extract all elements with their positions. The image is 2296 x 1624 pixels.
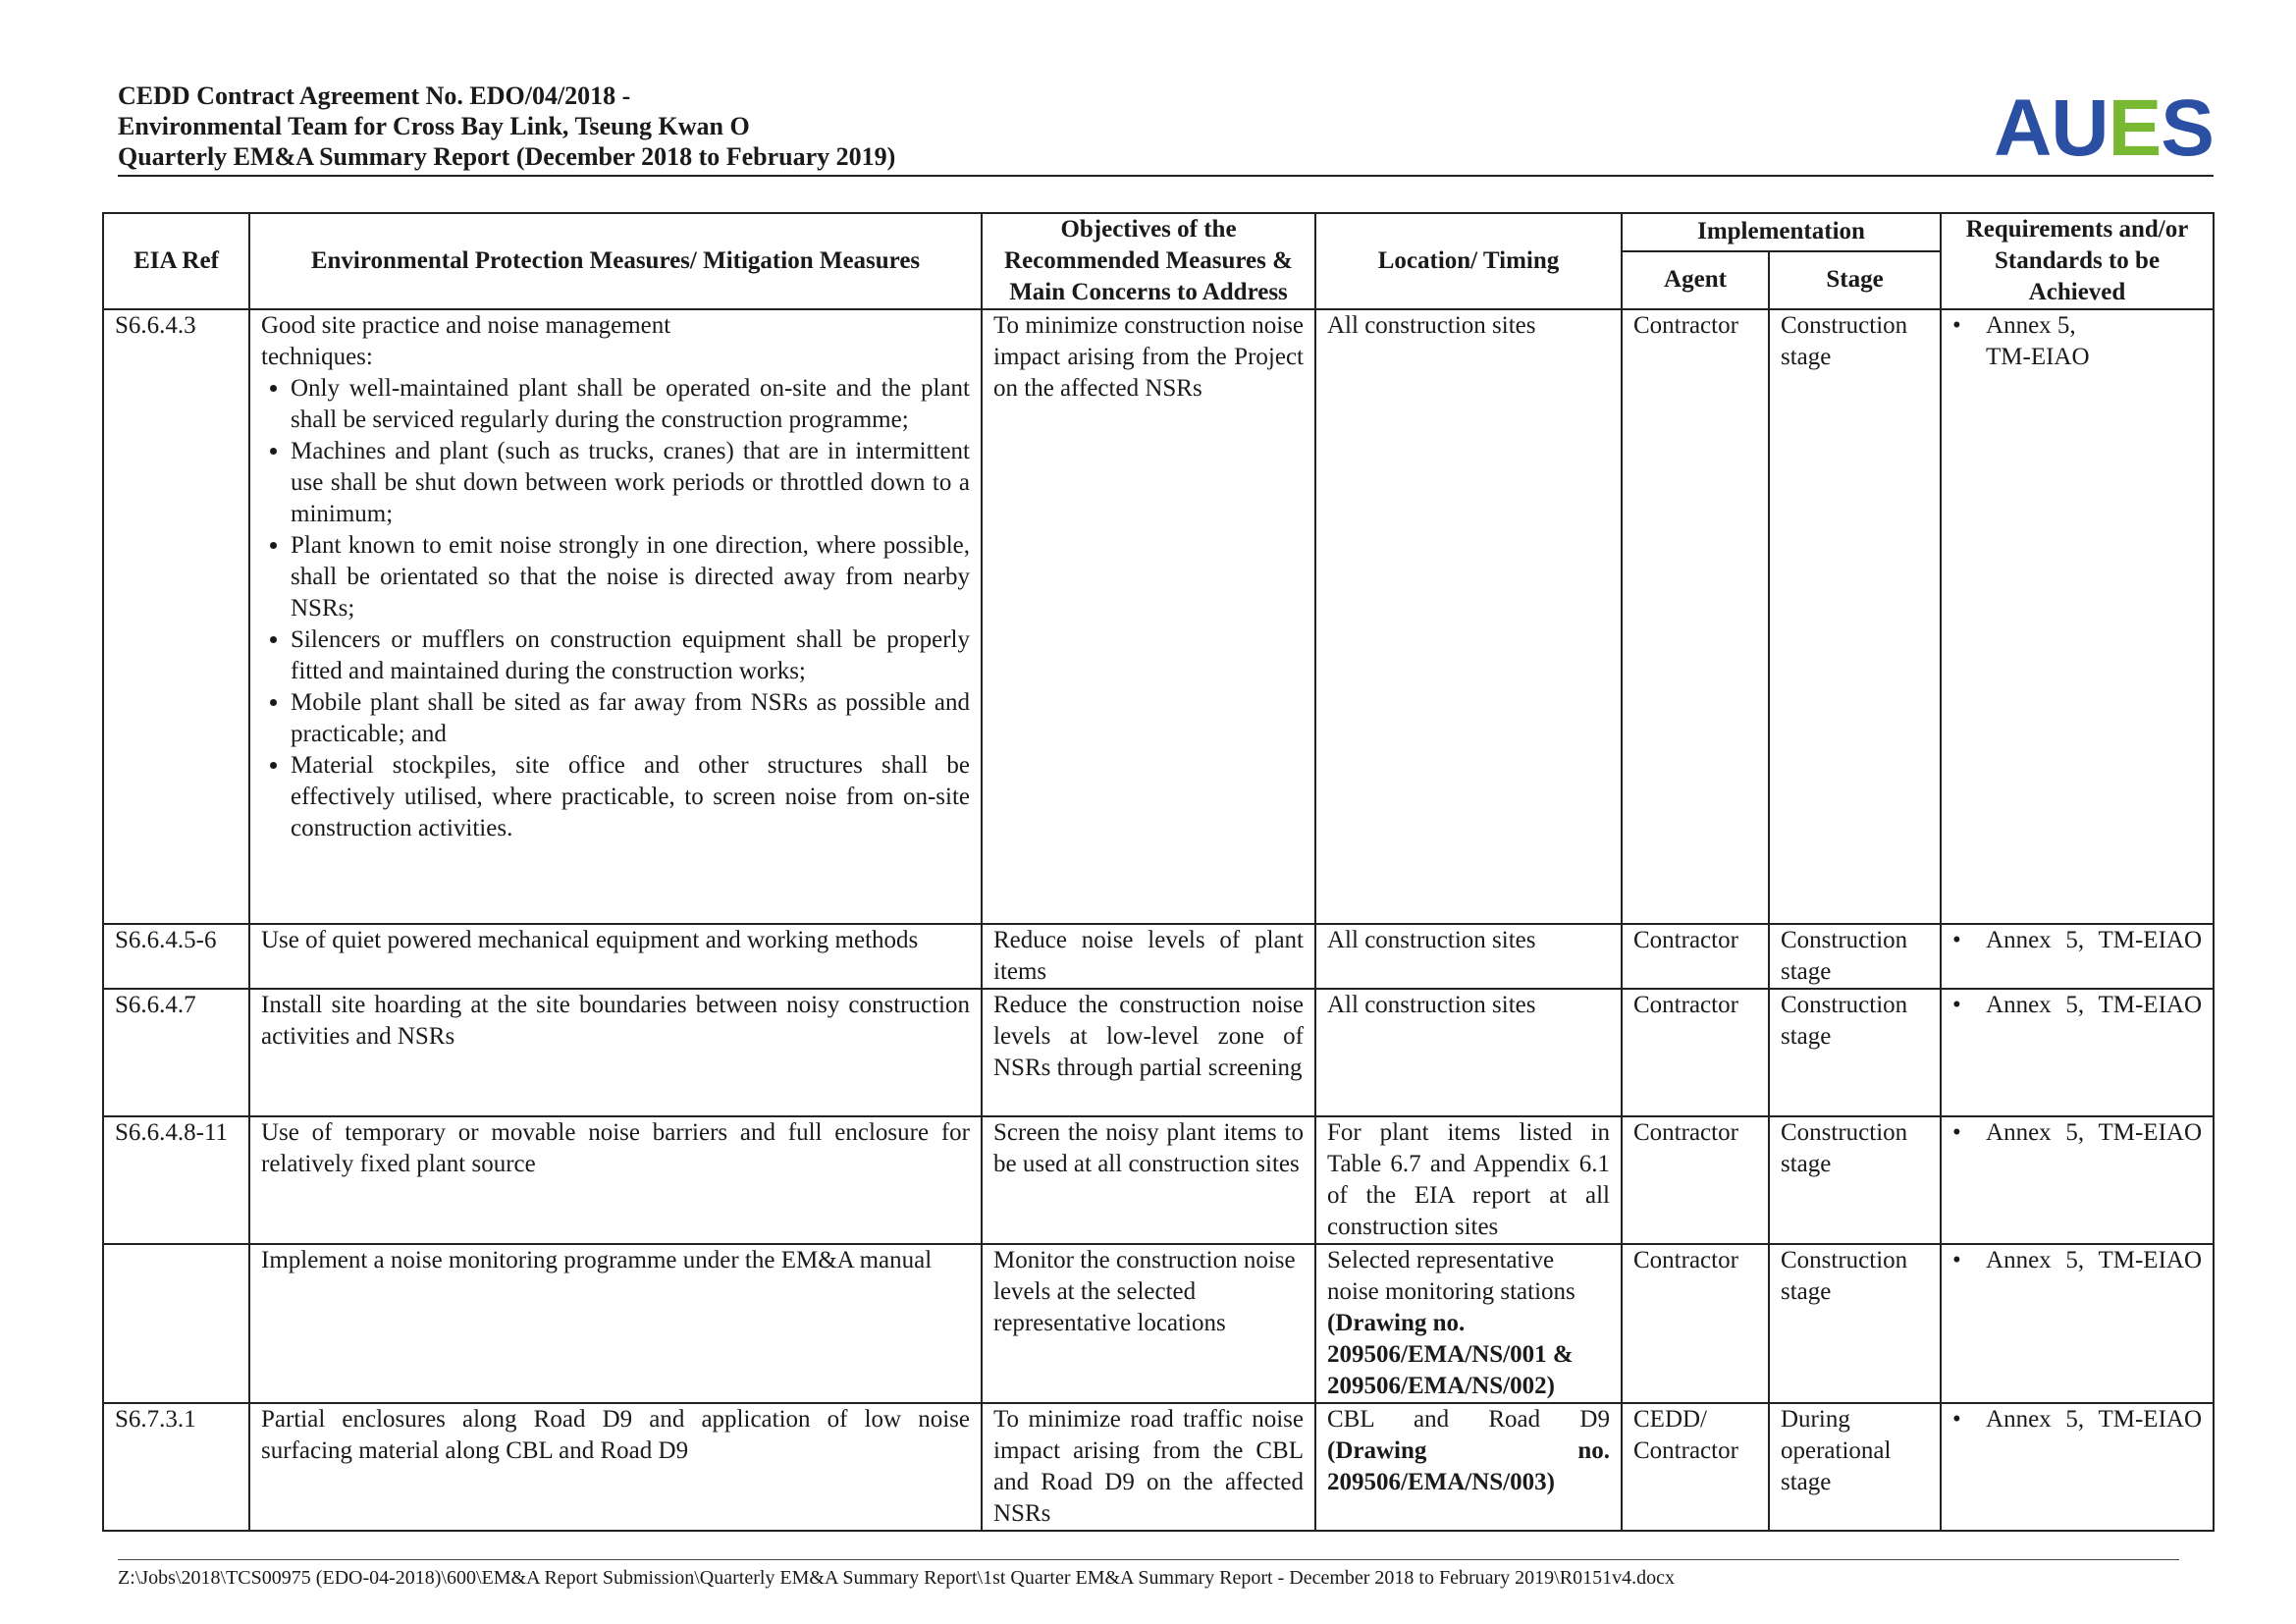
header-stage: Stage [1769,251,1941,309]
cell-requirement [1941,1116,2214,1244]
cell-stage: During operational stage [1769,1403,1941,1531]
cell-agent: Contractor [1622,309,1769,924]
cell-requirement [1941,1244,2214,1403]
cell-objective: Reduce the construction noise levels at low-level zone of NSRs through partial screening [982,989,1315,1116]
cell-location [1315,1403,1622,1531]
location-text: CBL and Road D9 [1327,1406,1610,1433]
cell-agent: Contractor [1622,924,1769,989]
cell-location: For plant items listed in Table 6.7 and Appendix 6.1 of the EIA report at all construction sites [1315,1116,1622,1244]
list-item: • Only well-maintained plant shall be operated on-site and the plant shall be serviced regularly during the construction programme; [291,373,970,436]
drawing-reference: (Drawing no. 209506/EMA/NS/001 & 209506/EMA/NS/002) [1327,1310,1574,1399]
table-row [103,1244,2214,1403]
requirement-text: Annex 5, TM-EIAO [1986,312,2090,370]
header-line-team: Environmental Team for Cross Bay Link, Tseung Kwan O [118,112,750,140]
measure-intro: Good site practice and noise management techniques: [261,312,671,370]
header-line-report: Quarterly EM&A Summary Report (December 2018 to February 2019) [118,142,896,171]
header-implementation: Implementation [1622,213,1941,251]
cell-location: All construction sites [1315,989,1622,1116]
bullet-icon: • [1952,927,1961,953]
cell-stage: Construction stage [1769,309,1941,924]
header-eia-ref: EIA Ref [103,213,249,309]
cell-stage: Construction stage [1769,924,1941,989]
bullet-icon: • [1952,1406,1961,1433]
cell-measure [249,309,982,924]
table-row [103,309,2214,924]
list-item: • Material stockpiles, site office and other structures shall be effectively utilised, where practicable, to screen noise from on-site construction activities. [291,750,970,844]
cell-eia-ref: S6.6.4.7 [103,989,249,1116]
cell-objective: To minimize construction noise impact arising from the Project on the affected NSRs [982,309,1315,924]
header-agent: Agent [1622,251,1769,309]
bullet-icon: • [1952,1119,1961,1146]
cell-agent: Contractor [1622,1244,1769,1403]
cell-location: All construction sites [1315,924,1622,989]
cell-eia-ref: S6.7.3.1 [103,1403,249,1531]
cell-requirement [1941,989,2214,1116]
cell-agent: CEDD/ Contractor [1622,1403,1769,1531]
bullet-icon: • [1952,312,1961,339]
cell-measure: Use of quiet powered mechanical equipment and working methods [249,924,982,989]
bullet-icon: • [1952,992,1961,1018]
cell-measure: Implement a noise monitoring programme under the EM&A manual [249,1244,982,1403]
requirement-text: Annex 5, TM-EIAO [1986,992,2203,1018]
cell-objective: To minimize road traffic noise impact arising from the CBL and Road D9 on the affected NSRs [982,1403,1315,1531]
footer-rule [118,1559,2179,1560]
bullet-icon: • [1952,1247,1961,1273]
table-row [103,1116,2214,1244]
cell-eia-ref: S6.6.4.5-6 [103,924,249,989]
cell-objective: Screen the noisy plant items to be used at all construction sites [982,1116,1315,1244]
cell-requirement [1941,1403,2214,1531]
requirement-text: Annex 5, TM-EIAO [1986,1119,2203,1146]
cell-location [1315,1244,1622,1403]
cell-requirement [1941,309,2214,924]
cell-measure: Partial enclosures along Road D9 and application of low noise surfacing material along CBL and Road D9 [249,1403,982,1531]
logo-part-e: E [2108,83,2162,173]
list-item: • Plant known to emit noise strongly in one direction, where possible, shall be orientated so that the noise is directed away from nearby NSRs; [291,530,970,624]
cell-agent: Contractor [1622,989,1769,1116]
cell-stage: Construction stage [1769,1244,1941,1403]
table-row [103,989,2214,1116]
requirement-text: Annex 5, TM-EIAO [1986,1406,2203,1433]
header-objectives: Objectives of the Recommended Measures & Main Concerns to Address [982,213,1315,309]
cell-eia-ref: S6.6.4.3 [103,309,249,924]
logo-part-s: S [2161,83,2214,173]
aues-logo [1994,84,2214,173]
cell-eia-ref: S6.6.4.8-11 [103,1116,249,1244]
cell-measure: Use of temporary or movable noise barriers and full enclosure for relatively fixed plant source [249,1116,982,1244]
page-header [118,81,2214,175]
header-location: Location/ Timing [1315,213,1622,309]
measure-bullet-list [261,373,970,844]
list-item: • Machines and plant (such as trucks, cranes) that are in intermittent use shall be shut down between work periods or throttled down to a minimum; [291,436,970,530]
header-line-contract: CEDD Contract Agreement No. EDO/04/2018 - [118,81,631,110]
cell-requirement [1941,924,2214,989]
cell-stage: Construction stage [1769,989,1941,1116]
header-title-block [118,81,895,172]
list-item: • Mobile plant shall be sited as far away from NSRs as possible and practicable; and [291,687,970,750]
header-measures: Environmental Protection Measures/ Mitigation Measures [249,213,982,309]
cell-stage: Construction stage [1769,1116,1941,1244]
location-text: Selected representative noise monitoring stations [1327,1247,1575,1305]
list-item: • Silencers or mufflers on construction equipment shall be properly fitted and maintained during the construction works; [291,624,970,687]
cell-agent: Contractor [1622,1116,1769,1244]
footer-file-path: Z:\Jobs\2018\TCS00975 (EDO-04-2018)\600\EM&A Report Submission\Quarterly EM&A Summary Report\1st Quarter EM&A Summary Report - December 2018 to February 2019\R0151v4.docx [118,1567,1675,1589]
cell-measure: Install site hoarding at the site boundaries between noisy construction activities and NSRs [249,989,982,1116]
header-rule [118,175,2214,177]
requirement-text: Annex 5, TM-EIAO [1986,1247,2203,1273]
cell-eia-ref [103,1244,249,1403]
drawing-reference: (Drawing no. 209506/EMA/NS/003) [1327,1437,1610,1495]
cell-objective: Monitor the construction noise levels at the selected representative locations [982,1244,1315,1403]
cell-location: All construction sites [1315,309,1622,924]
table-row [103,924,2214,989]
header-requirements: Requirements and/or Standards to be Achieved [1941,213,2214,309]
cell-objective: Reduce noise levels of plant items [982,924,1315,989]
logo-part-au: AU [1994,83,2109,173]
requirement-text: Annex 5, TM-EIAO [1986,927,2203,953]
table-row [103,1403,2214,1531]
mitigation-measures-table [102,212,2215,1532]
